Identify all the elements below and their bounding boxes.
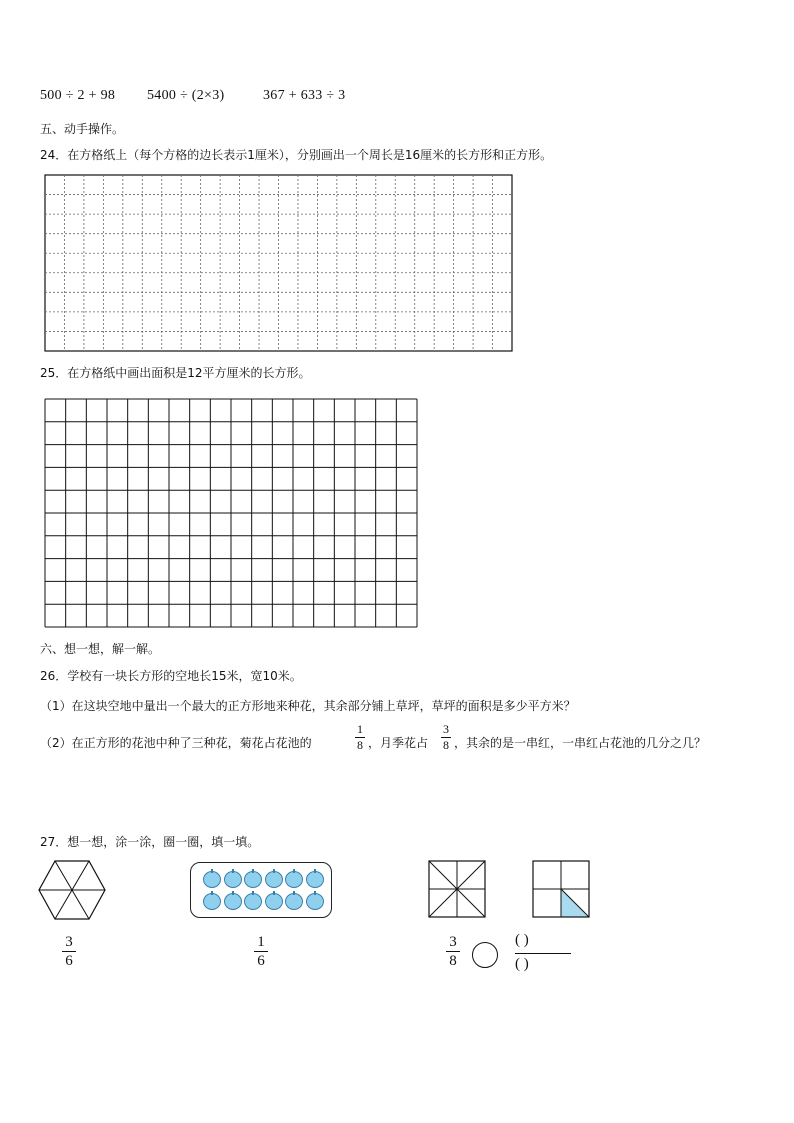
fraction-three-eighths xyxy=(441,723,451,752)
blank-numerator[interactable]: ( ) xyxy=(515,932,529,948)
calc-expression-2: 5400 ÷ (2×3) xyxy=(147,88,225,103)
blank-denominator[interactable]: ( ) xyxy=(515,956,529,972)
hexagon-fraction xyxy=(62,934,76,969)
apple-icon[interactable] xyxy=(244,871,262,888)
apple-icon[interactable] xyxy=(203,893,221,910)
fraction-bar xyxy=(62,951,76,952)
apple-icon[interactable] xyxy=(244,893,262,910)
apple-icon[interactable] xyxy=(285,893,303,910)
fraction-denominator: 8 xyxy=(449,953,457,969)
apple-icon[interactable] xyxy=(306,871,324,888)
question-26-text: 26．学校有一块长方形的空地长15米，宽10米。 xyxy=(40,669,302,683)
apples-fraction xyxy=(254,934,268,969)
question-26-part-2-end: ，其余的是一串红，一串红占花池的几分之几？ xyxy=(454,736,707,750)
fraction-denominator: 6 xyxy=(257,953,265,969)
fraction-bar xyxy=(446,951,460,952)
fraction-numerator: 1 xyxy=(257,934,265,950)
fraction-denominator: 8 xyxy=(357,738,363,752)
section-6-heading: 六、想一想，解一解。 xyxy=(40,642,161,656)
apples-group-box xyxy=(190,862,332,918)
section-5-heading: 五、动手操作。 xyxy=(40,122,125,136)
comparison-circle-blank[interactable] xyxy=(472,942,498,968)
question-26-part-2-middle: ，月季花占 xyxy=(368,736,429,750)
dotted-grid-paper xyxy=(44,174,514,354)
solid-grid-paper xyxy=(44,398,420,630)
dotted-grid-lines xyxy=(45,175,512,351)
question-24-text: 24．在方格纸上（每个方格的边长表示1厘米），分别画出一个周长是16厘米的长方形和正方形。 xyxy=(40,148,553,162)
blank-fraction-bar xyxy=(515,953,571,954)
apple-icon[interactable] xyxy=(224,893,242,910)
square-quarters-figure xyxy=(532,860,590,918)
apple-icon[interactable] xyxy=(224,871,242,888)
fraction-bar xyxy=(254,951,268,952)
question-27-text: 27．想一想，涂一涂，圈一圈，填一填。 xyxy=(40,835,260,849)
fraction-numerator: 3 xyxy=(449,934,457,950)
calc-expression-1: 500 ÷ 2 + 98 xyxy=(40,88,116,103)
hexagon-figure xyxy=(38,860,106,920)
question-25-text: 25．在方格纸中画出面积是12平方厘米的长方形。 xyxy=(40,366,311,380)
solid-grid-lines xyxy=(45,399,417,627)
fraction-one-eighth xyxy=(355,723,365,752)
question-26-part-1: （1）在这块空地中量出一个最大的正方形地来种花，其余部分铺上草坪，草坪的面积是多少平方米？ xyxy=(40,699,576,713)
fraction-denominator: 6 xyxy=(65,953,73,969)
square-fraction xyxy=(446,934,460,969)
apple-icon[interactable] xyxy=(265,871,283,888)
apple-icon[interactable] xyxy=(306,893,324,910)
square-eighths-figure xyxy=(428,860,486,918)
apple-icon[interactable] xyxy=(285,871,303,888)
apple-icon[interactable] xyxy=(265,893,283,910)
calc-expression-3: 367 + 633 ÷ 3 xyxy=(263,88,346,103)
fraction-numerator: 3 xyxy=(65,934,73,950)
apple-icon[interactable] xyxy=(203,871,221,888)
question-26-part-2-start: （2）在正方形的花池中种了三种花，菊花占花池的 xyxy=(40,736,312,750)
fraction-numerator: 1 xyxy=(357,722,363,736)
fraction-numerator: 3 xyxy=(443,722,449,736)
fraction-denominator: 8 xyxy=(443,738,449,752)
